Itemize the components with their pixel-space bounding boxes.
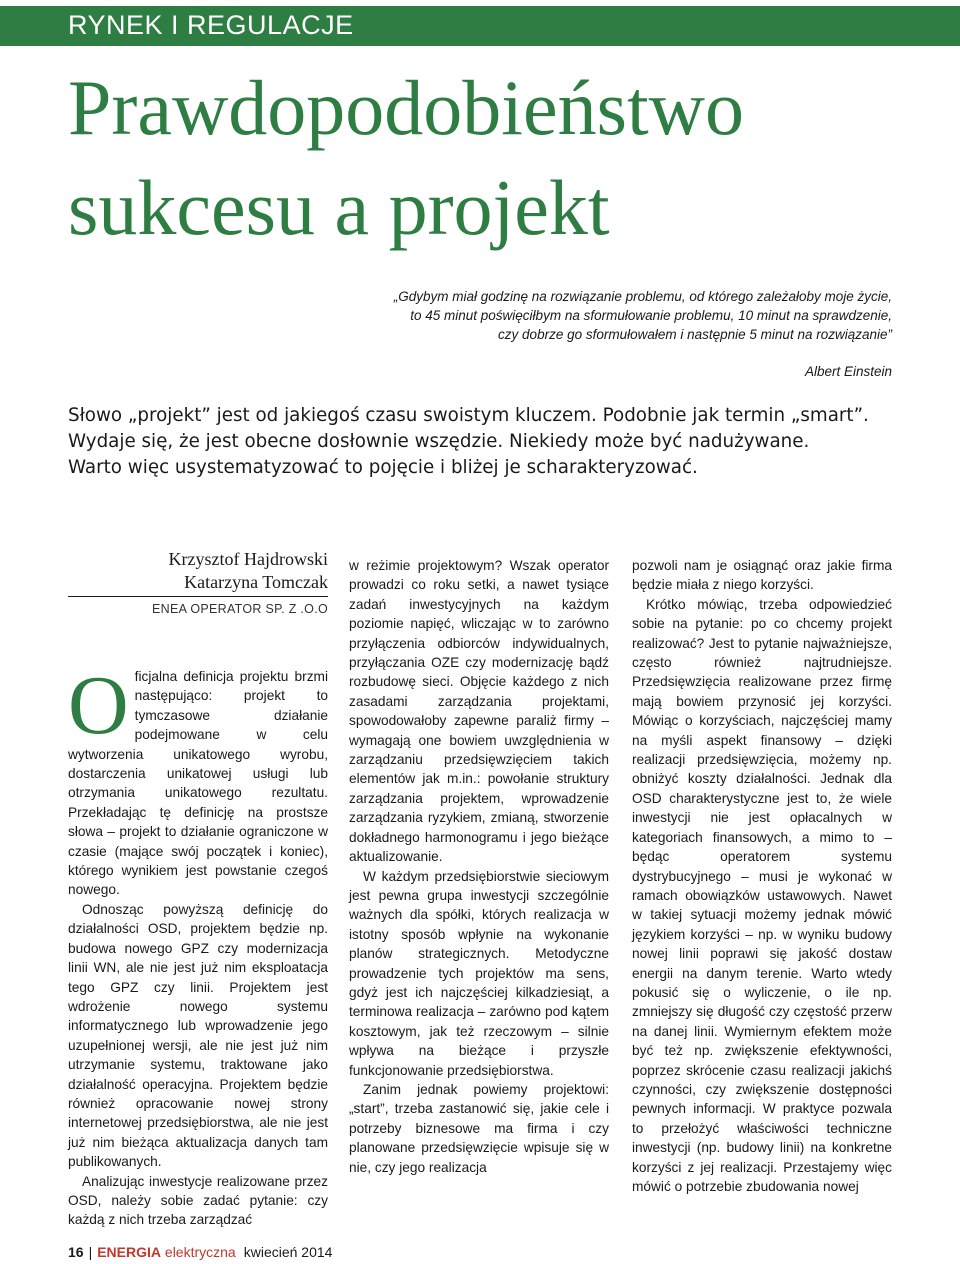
lead-line: Wydaje się, że jest obecne dosłownie wszędzie. Niekiedy może być nadużywane. [68,431,810,452]
drop-cap: O [68,659,129,752]
body-paragraph: Zanim jednak powiemy projektowi: „start”, trzeba zastanowić się, jakie cele i potrzeby biznesowe ma firma i czy planowane przedsięwzięcie wpisuje się w nie, czy jego realizacja [349,1081,609,1175]
footer-separator: | [88,1244,93,1260]
body-paragraph [68,659,328,900]
body-paragraph: Odnosząc powyższą definicję do działalności OSD, projektem będzie np. budowa nowego GPZ czy modernizacja linii WN, ale nie jest już nim eksploatacja tego GPZ czy linii. Projektem jest wdrożenie nowego systemu informatycznego lub wprowadzenie jego uzupełnionej wersji, ale nie jest już nim utrzymanie systemu, traktowane jako działalność operacyjna. Projektem będzie również opracowanie nowej strony internetowej przedsiębiorstwa, ale nie jest już nim bieżąca aktualizacja danych tam publikowanych. [68,901,328,1170]
magazine-name-light: elektryczna [164,1244,236,1260]
quote-author: Albert Einstein [804,364,892,379]
body-paragraph: Analizując inwestycje realizowane przez OSD, należy sobie zadać pytanie: czy każdą z nich trzeba zarządzać [68,1173,328,1228]
author-name: Krzysztof Hajdrowski [168,549,328,569]
issue-date: kwiecień 2014 [243,1244,333,1260]
body-paragraph: pozwoli nam je osiągnąć oraz jakie firma będzie miała z niego korzyści. [632,558,892,593]
paragraph-text: ficjalna definicja projektu brzmi następująco: projekt to tymczasowe działanie podejmowane w celu wytworzenia unikatowego wyrobu, dostarczenia unikatowej usługi lub otrzymania unikatowego rezultatu. Przekładając tę definicję na prostsze słowa – projekt to działanie ograniczone w czasie (mające swój początek i koniec), którego wynikiem jest powstanie czegoś nowego. [68,669,328,898]
quote-line: czy dobrze go sformułowałem i następnie 5 minut na rozwiązanie” [498,327,892,342]
author-name: Katarzyna Tomczak [184,572,328,592]
body-column-2 [349,556,609,1177]
author-affiliation: ENEA OPERATOR SP. Z .O.O [152,602,328,616]
lead-line: Słowo „projekt” jest od jakiegoś czasu swoistym kluczem. Podobnie jak termin „smart”. [68,405,869,426]
author-block [68,548,328,616]
article-lead [68,403,898,481]
body-column-1 [68,659,328,1230]
body-column-3 [632,556,892,1196]
epigraph-quote [332,287,892,381]
body-paragraph: w reżimie projektowym? Wszak operator prowadzi co roku setki, a nawet tysiące zadań inwestycyjnych na każdym poziomie napięć, wliczając w to zarówno przyłączenia odbiorców indywidualnych, przyłączania OZE czy modernizację bądź rozbudowę sieci. Objęcie każdego z nich zasadami zarządzania projektami, spowodowałoby zapewne paraliż firmy – wymagają one bowiem uwzględnienia w zarządzaniu przedsięwzięciem takich elementów jak m.in.: powołanie struktury zarządzania projektem, wprowadzenie zarządzania ryzykiem, zmianą, stworzenie dokładnego harmonogramu i jego bieżące aktualizowanie. [349,558,609,865]
body-paragraph: W każdym przedsiębiorstwie sieciowym jest pewna grupa inwestycji szczególnie ważnych dla spółki, których realizacja w istotny sposób wpłynie na wykonanie planów strategicznych. Metodyczne prowadzenie tych projektów ma sens, gdyż jest ich najczęściej kilkadziesiąt, a terminowa realizacja – zarówno pod kątem kosztowym, jak też rzeczowym – silnie wpływa na bieżące i przyszłe funkcjonowanie przedsiębiorstwa. [349,868,609,1078]
article-title [68,58,948,258]
article-title-line-1: Prawdopodobieństwo [68,64,744,151]
lead-line: Warto więc usystematyzować to pojęcie i bliżej je scharakteryzować. [68,457,698,478]
author-divider [68,596,328,597]
magazine-name-bold: ENERGIA [97,1244,162,1260]
page-footer [68,1244,332,1260]
section-label: RYNEK I REGULACJE [68,10,354,40]
quote-line: to 45 minut poświęciłbym na sformułowanie problemu, 10 minut na sprawdzenie, [410,308,892,323]
article-title-line-2: sukcesu a projekt [68,164,610,251]
body-paragraph: Krótko mówiąc, trzeba odpowiedzieć sobie na pytanie: po co chcemy projekt realizować? Jest to pytanie najważniejsze, często również najtrudniejsze. Przedsięwzięcia realizowane przez firmę mają bowiem przynosić jej korzyści. Mówiąc o korzyściach, najczęściej mamy na myśli aspekt finansowy – dzięki realizacji przedsięwzięcia, możemy np. obniżyć koszty działalności. Jednak dla OSD charakterystyczne jest to, że wiele inwestycji nie jest opłacalnych w kategoriach finansowych, a mimo to – będąc operatorem systemu dystrybucyjnego – musi je wykonać w ramach obowiązków ustawowych. Nawet w takiej sytuacji możemy jednak mówić językiem korzyści – np. w wyniku budowy nowej linii poprawi się jakość dostaw energii na danym terenie. Warto wtedy pokusić się o wyliczenie, o ile np. zmniejszy się długość czy częstość przerw na danej linii. Wymiernym efektem może być też np. zwiększenie efektywności, poprzez skrócenie czasu realizacji jakichś czynności, czy zwiększenie dostępności pewnych informacji. W praktyce pozwala to przełożyć właściwości techniczne inwestycji (np. budowy linii) na konkretne korzyści z jej realizacji. Przestajemy więc mówić o potrzebie zbudowania nowej [632,596,892,1194]
page-number: 16 [68,1244,84,1260]
quote-line: „Gdybym miał godzinę na rozwiązanie problemu, od którego zależałoby moje życie, [393,289,892,304]
